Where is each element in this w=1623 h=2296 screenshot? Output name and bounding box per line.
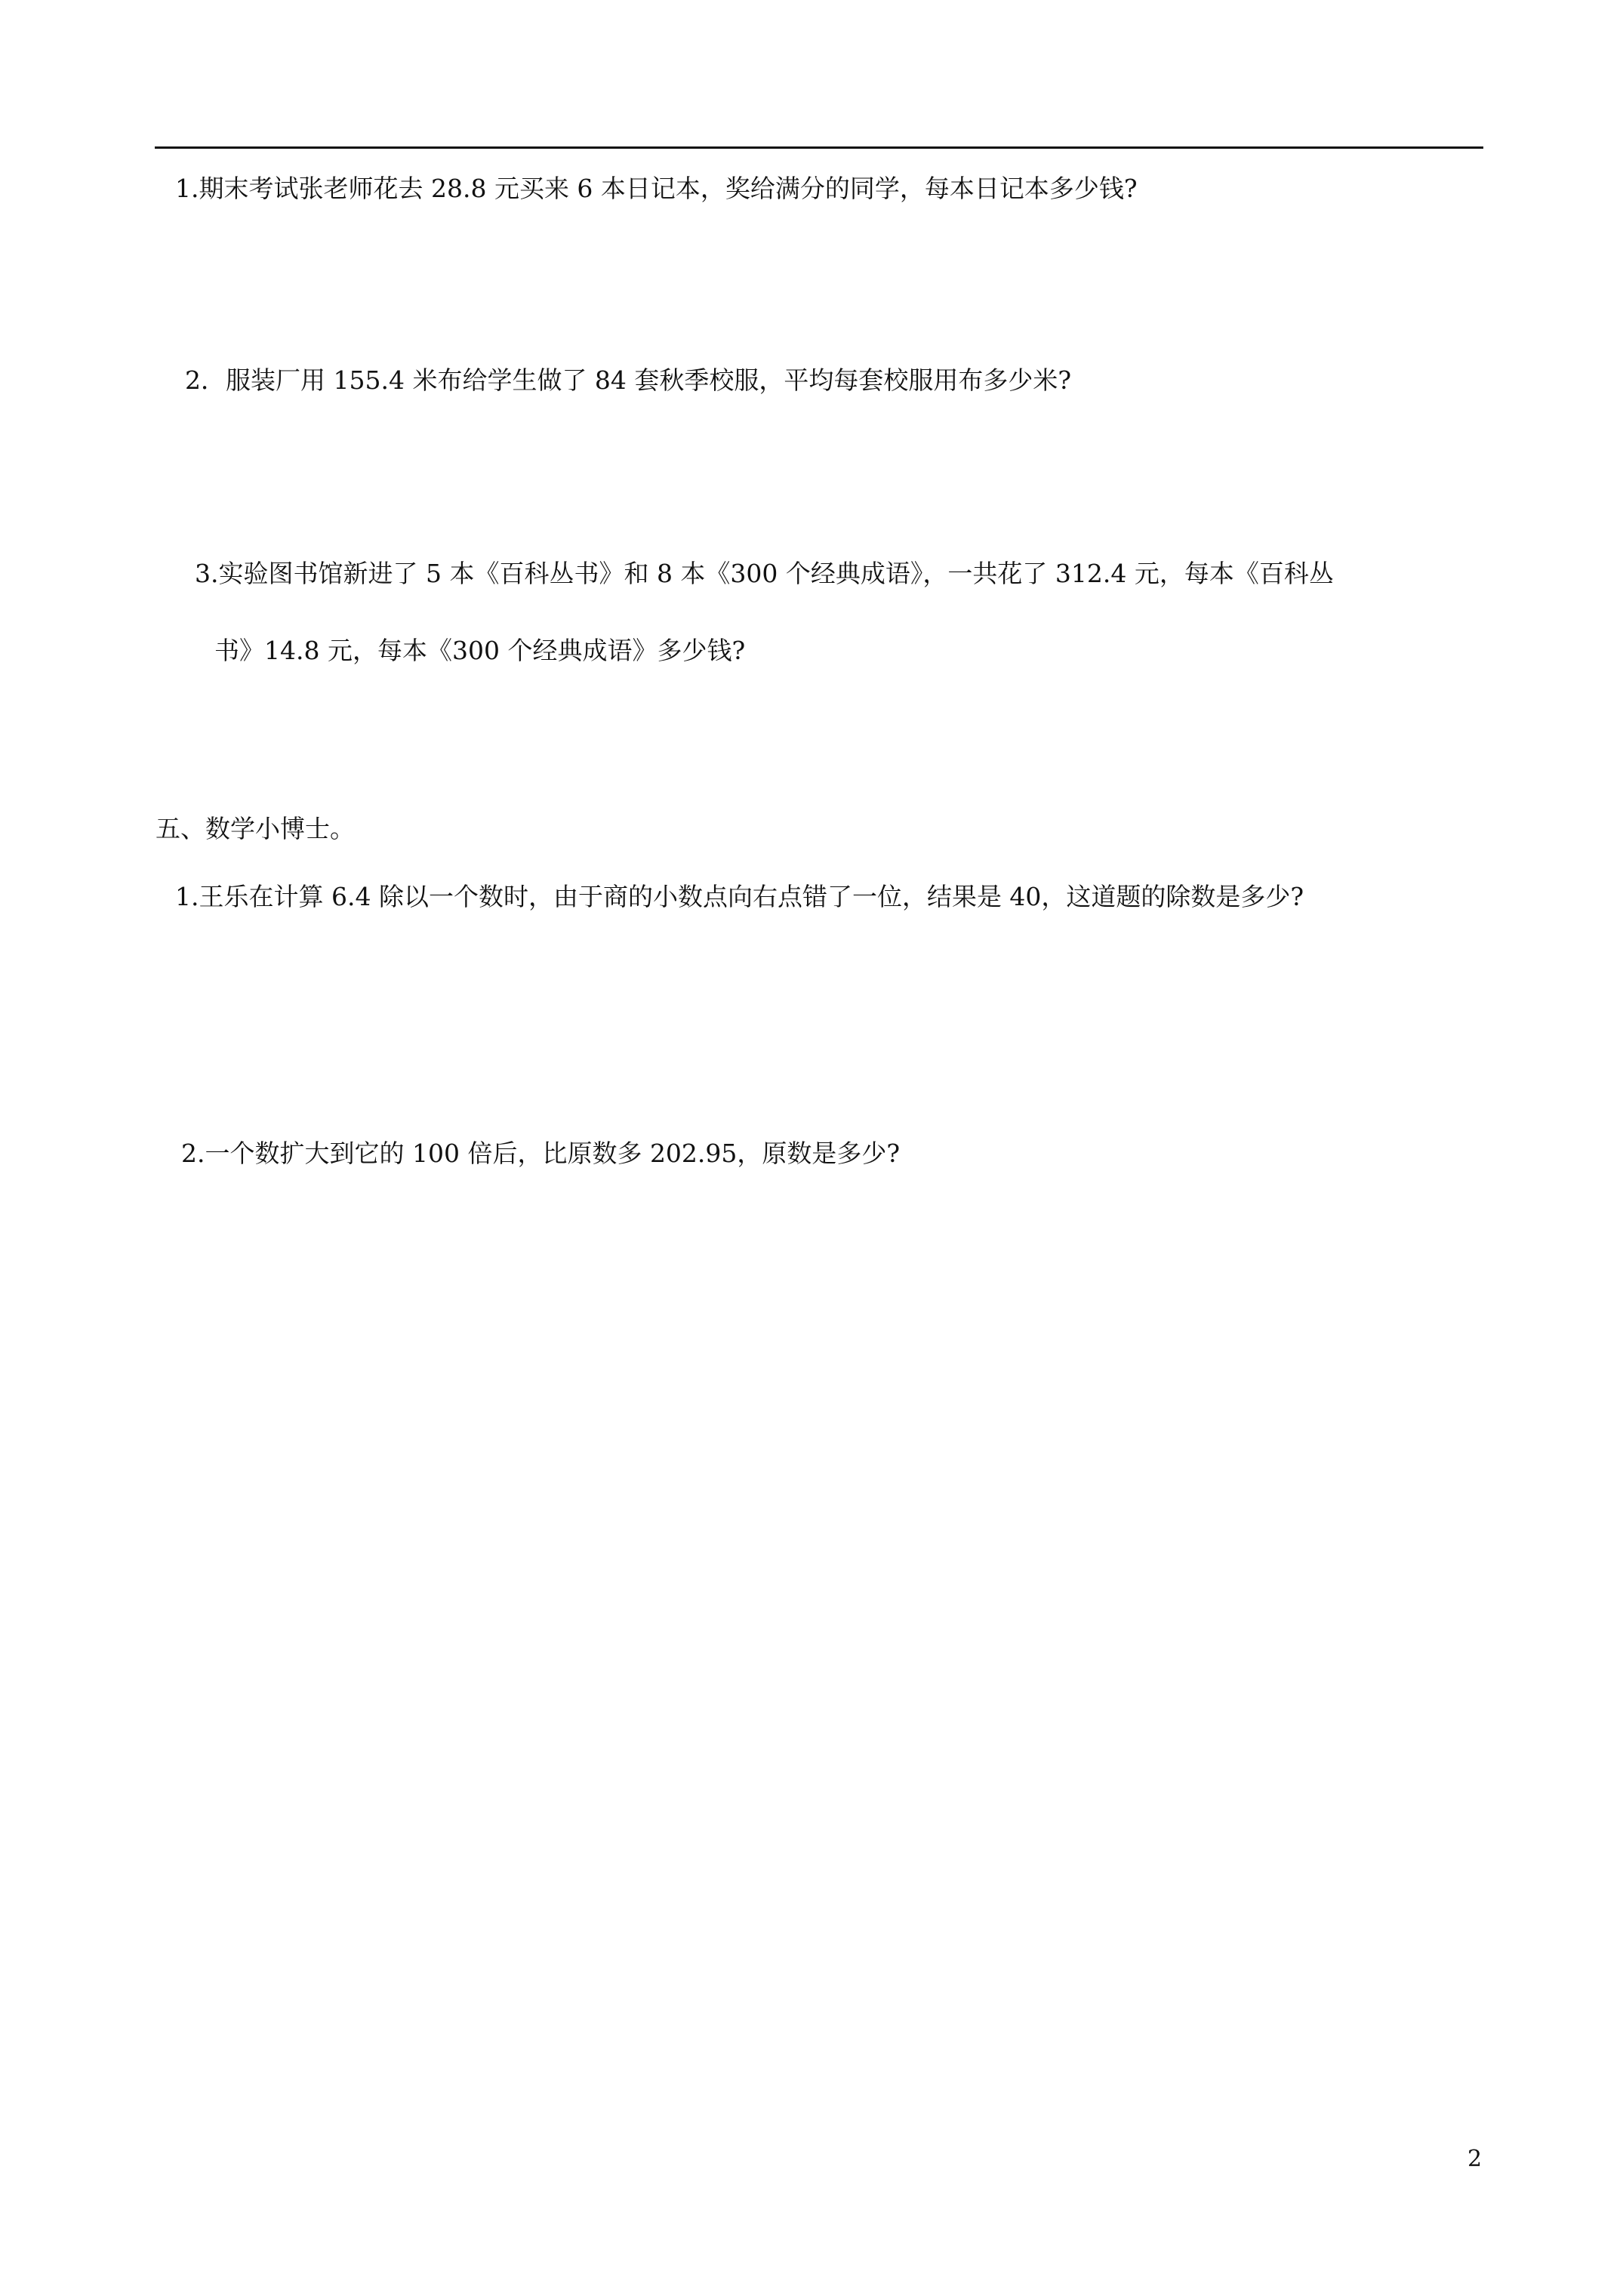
question-library-books-line2: 书》14.8 元，每本《300 个经典成语》多少钱? [214, 636, 746, 665]
page-number: 2 [1467, 2146, 1483, 2172]
question-uniform-cloth: 2．服装厂用 155.4 米布给学生做了 84 套秋季校服，平均每套校服用布多少米? [185, 365, 1072, 395]
question-notebook-price: 1.期末考试张老师花去 28.8 元买来 6 本日记本，奖给满分的同学，每本日记本多少钱? [175, 174, 1138, 203]
section-heading: 五、数学小博士。 [156, 814, 355, 843]
question-divisor: 1.王乐在计算 6.4 除以一个数时，由于商的小数点向右点错了一位，结果是 40，这道题的除数是多少? [175, 882, 1304, 911]
header-rule [155, 146, 1483, 149]
question-library-books-line1: 3.实验图书馆新进了 5 本《百科丛书》和 8 本《300 个经典成语》，一共花了 312.4 元，每本《百科丛 [195, 559, 1334, 588]
question-original-number: 2.一个数扩大到它的 100 倍后，比原数多 202.95，原数是多少? [181, 1139, 901, 1168]
